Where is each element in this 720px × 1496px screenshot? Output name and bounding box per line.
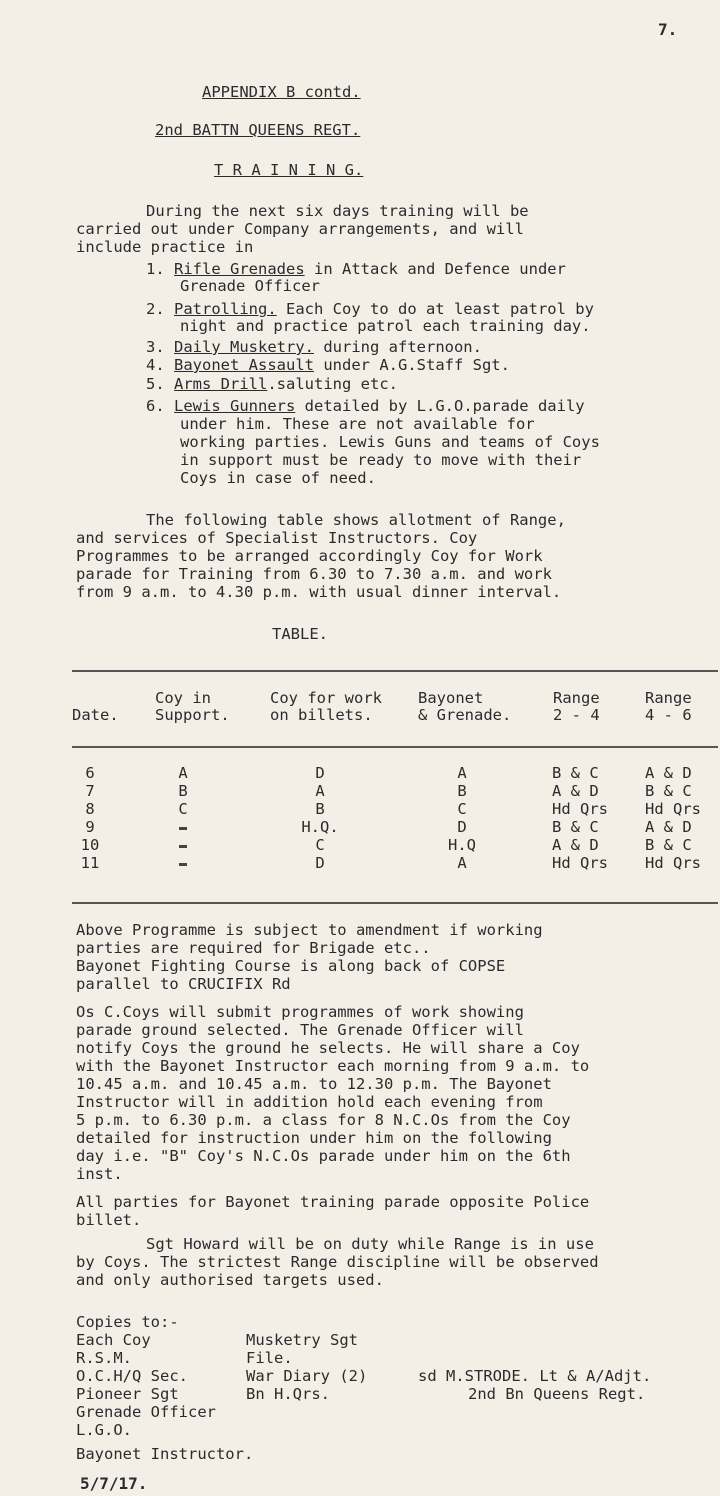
cell-billets: A xyxy=(315,782,325,800)
cell-support xyxy=(179,845,187,848)
copy-recipient: Pioneer Sgt xyxy=(76,1385,179,1403)
cell-date: 6 xyxy=(85,764,95,782)
list-item-continued: working parties. Lewis Guns and teams of Coys xyxy=(180,433,600,451)
signature-line: sd M.STRODE. Lt & A/Adjt. xyxy=(418,1367,652,1385)
header-coy-support: Coy in Support. xyxy=(155,689,230,724)
document-date: 5/7/17. xyxy=(80,1474,148,1493)
cell-bayonet: A xyxy=(457,854,467,872)
list-item: 6. Lewis Gunners detailed by L.G.O.parade daily xyxy=(146,397,585,415)
list-item-continued: night and practice patrol each training day. xyxy=(180,317,591,335)
intro-line: During the next six days training will be xyxy=(146,202,529,220)
note-line: parties are required for Brigade etc.. xyxy=(76,939,431,957)
intro-line: include practice in xyxy=(76,238,254,256)
paragraph-line: The following table shows allotment of Range, xyxy=(146,511,566,529)
cell-support: C xyxy=(178,800,188,818)
note-line: parallel to CRUCIFIX Rd xyxy=(76,975,291,993)
note-line: Bayonet Fighting Course is along back of COPSE xyxy=(76,957,506,975)
note-line: notify Coys the ground he selects. He will share a Coy xyxy=(76,1039,580,1057)
note-line: All parties for Bayonet training parade opposite Police xyxy=(76,1193,590,1211)
table-label: TABLE. xyxy=(272,625,328,643)
header-range-2-4: Range 2 - 4 xyxy=(553,689,600,724)
cell-range-2-4: B & C xyxy=(552,818,599,836)
cell-date: 10 xyxy=(80,836,100,854)
cell-bayonet: B xyxy=(457,782,467,800)
copy-recipient: Musketry Sgt xyxy=(246,1331,358,1349)
cell-bayonet: A xyxy=(457,764,467,782)
cell-billets: H.Q. xyxy=(301,818,339,836)
list-item: 5. Arms Drill.saluting etc. xyxy=(146,375,398,393)
paragraph-line: and services of Specialist Instructors. Coy xyxy=(76,529,478,547)
cell-date: 8 xyxy=(85,800,95,818)
copy-recipient: Each Coy xyxy=(76,1331,151,1349)
intro-line: carried out under Company arrangements, and will xyxy=(76,220,524,238)
copy-recipient: R.S.M. xyxy=(76,1349,132,1367)
paragraph-line: Sgt Howard will be on duty while Range is in use xyxy=(146,1235,594,1253)
note-line: inst. xyxy=(76,1165,123,1183)
list-item-continued: Grenade Officer xyxy=(180,277,320,295)
signature-unit: 2nd Bn Queens Regt. xyxy=(468,1385,646,1403)
list-item: 1. Rifle Grenades in Attack and Defence under xyxy=(146,260,566,278)
cell-date: 7 xyxy=(85,782,95,800)
cell-billets: D xyxy=(315,764,325,782)
copy-recipient: Grenade Officer xyxy=(76,1403,216,1421)
list-item-continued: under him. These are not available for xyxy=(180,415,535,433)
header-coy-work: Coy for work on billets. xyxy=(270,689,382,724)
cell-billets: C xyxy=(315,836,325,854)
list-item: 2. Patrolling. Each Coy to do at least patrol by xyxy=(146,300,594,318)
header-date: Date. xyxy=(72,706,119,724)
cell-range-2-4: A & D xyxy=(552,836,599,854)
cell-support xyxy=(179,827,187,830)
cell-range-4-6: Hd Qrs xyxy=(645,800,701,818)
copy-recipient: Bayonet Instructor. xyxy=(76,1445,254,1463)
copy-recipient: Bn H.Qrs. xyxy=(246,1385,330,1403)
note-line: parade ground selected. The Grenade Officer will xyxy=(76,1021,524,1039)
cell-range-2-4: Hd Qrs xyxy=(552,854,608,872)
cell-range-4-6: A & D xyxy=(645,818,692,836)
list-item-continued: in support must be ready to move with their xyxy=(180,451,582,469)
copy-recipient: O.C.H/Q Sec. xyxy=(76,1367,188,1385)
note-line: with the Bayonet Instructor each morning from 9 a.m. to xyxy=(76,1057,590,1075)
list-item: 4. Bayonet Assault under A.G.Staff Sgt. xyxy=(146,356,510,374)
training-heading: T R A I N I N G. xyxy=(214,161,364,179)
cell-billets: B xyxy=(315,800,325,818)
cell-range-4-6: B & C xyxy=(645,782,692,800)
cell-bayonet: H.Q xyxy=(448,836,476,854)
cell-date: 9 xyxy=(85,818,95,836)
copy-recipient: File. xyxy=(246,1349,293,1367)
paragraph-line: Programmes to be arranged accordingly Coy for Work xyxy=(76,547,543,565)
cell-range-4-6: B & C xyxy=(645,836,692,854)
unit-heading: 2nd BATTN QUEENS REGT. xyxy=(155,121,361,139)
list-item: 3. Daily Musketry. during afternoon. xyxy=(146,338,482,356)
copy-recipient: L.G.O. xyxy=(76,1421,132,1439)
header-bayonet: Bayonet & Grenade. xyxy=(418,689,512,724)
cell-bayonet: C xyxy=(457,800,467,818)
paragraph-line: by Coys. The strictest Range discipline will be observed xyxy=(76,1253,599,1271)
cell-bayonet: D xyxy=(457,818,467,836)
cell-range-4-6: Hd Qrs xyxy=(645,854,701,872)
paragraph-line: parade for Training from 6.30 to 7.30 a.m. and work xyxy=(76,565,552,583)
list-item-continued: Coys in case of need. xyxy=(180,469,376,487)
cell-date: 11 xyxy=(80,854,100,872)
note-line: Instructor will in addition hold each evening from xyxy=(76,1093,543,1111)
note-line: detailed for instruction under him on the following xyxy=(76,1129,552,1147)
appendix-heading: APPENDIX B contd. xyxy=(202,83,361,101)
cell-range-4-6: A & D xyxy=(645,764,692,782)
cell-support xyxy=(179,863,187,866)
table-top-rule xyxy=(72,670,718,672)
note-line: Os C.Coys will submit programmes of work showing xyxy=(76,1003,524,1021)
cell-range-2-4: A & D xyxy=(552,782,599,800)
cell-support: B xyxy=(178,782,188,800)
note-line: day i.e. "B" Coy's N.C.Os parade under him on the 6th xyxy=(76,1147,571,1165)
copies-label: Copies to:- xyxy=(76,1313,179,1331)
note-line: Above Programme is subject to amendment if working xyxy=(76,921,543,939)
cell-billets: D xyxy=(315,854,325,872)
note-line: billet. xyxy=(76,1211,142,1229)
paragraph-line: from 9 a.m. to 4.30 p.m. with usual dinner interval. xyxy=(76,583,562,601)
cell-support: A xyxy=(178,764,188,782)
note-line: 10.45 a.m. and 10.45 a.m. to 12.30 p.m. The Bayonet xyxy=(76,1075,552,1093)
note-line: 5 p.m. to 6.30 p.m. a class for 8 N.C.Os from the Coy xyxy=(76,1111,571,1129)
header-range-4-6: Range 4 - 6 xyxy=(645,689,692,724)
table-header-rule xyxy=(72,746,718,748)
cell-range-2-4: Hd Qrs xyxy=(552,800,608,818)
table-bottom-rule xyxy=(72,902,718,904)
cell-range-2-4: B & C xyxy=(552,764,599,782)
copy-recipient: War Diary (2) xyxy=(246,1367,368,1385)
page-number: 7. xyxy=(658,20,678,39)
paragraph-line: and only authorised targets used. xyxy=(76,1271,384,1289)
